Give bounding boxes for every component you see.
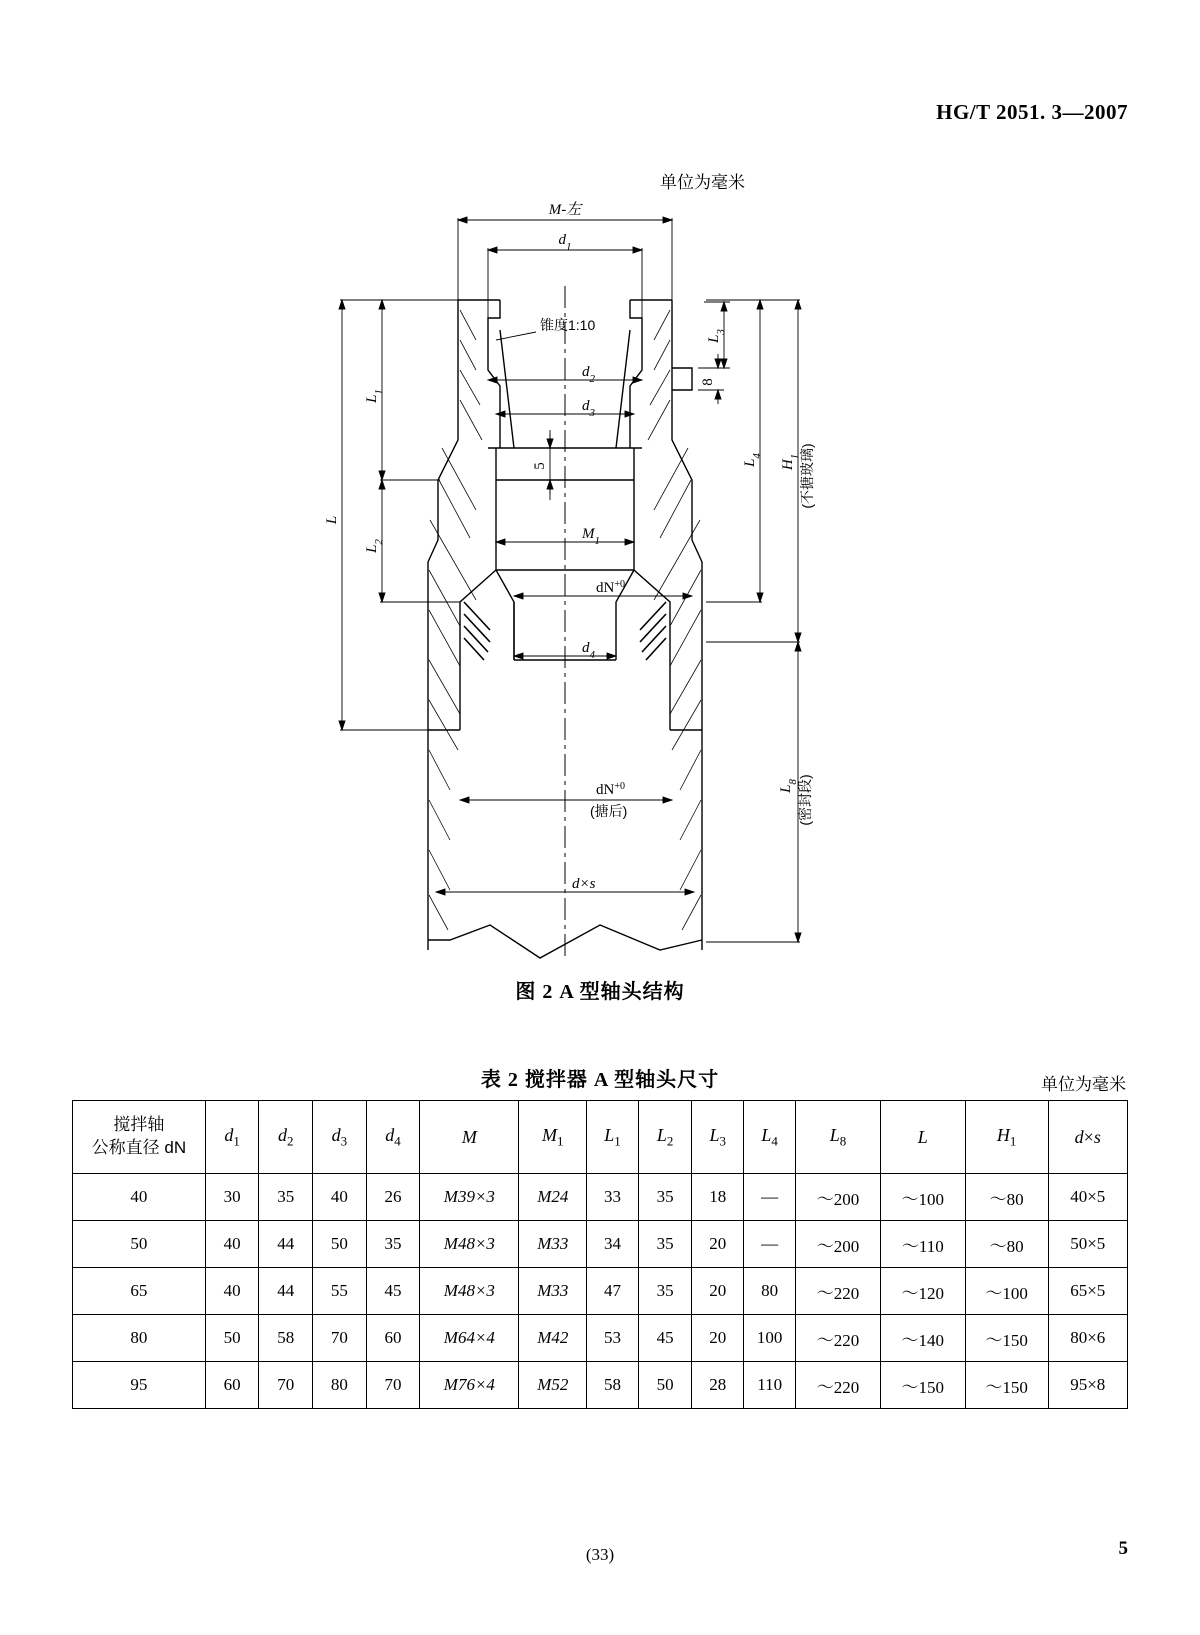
cell: 60	[366, 1315, 420, 1362]
label-l8: $L_8$	[778, 779, 799, 793]
col-header-l3: $L_3$	[692, 1101, 744, 1174]
cell: ～140	[880, 1315, 965, 1362]
cell: ～220	[796, 1268, 881, 1315]
table-body	[73, 1174, 1128, 1409]
cell: 35	[259, 1174, 313, 1221]
label-h1: $H_1$	[780, 453, 801, 471]
label-dn-bottom: $dN^{+0}$	[596, 780, 625, 798]
col-header-l4: $L_4$	[744, 1101, 796, 1174]
cell: ～220	[796, 1362, 881, 1409]
cell: 45	[366, 1268, 420, 1315]
cell: M33	[519, 1221, 587, 1268]
cell: 44	[259, 1268, 313, 1315]
cell: 20	[692, 1315, 744, 1362]
cell: ～150	[965, 1315, 1048, 1362]
cell: 35	[638, 1174, 692, 1221]
figure-unit-note: 单位为毫米	[660, 173, 745, 192]
col-header-l: L	[880, 1101, 965, 1174]
label-l2: $L_2$	[364, 539, 385, 553]
cell: 80	[313, 1362, 367, 1409]
label-l4: $L_4$	[742, 453, 763, 467]
standard-code: HG/T 2051. 3—2007	[936, 100, 1128, 124]
cell: 35	[638, 1268, 692, 1315]
cell: 95×8	[1048, 1362, 1127, 1409]
col-header-h1: $H_1$	[965, 1101, 1048, 1174]
label-l3: $L_3$	[706, 329, 727, 343]
cell: 95	[73, 1362, 206, 1409]
cell: ～100	[880, 1174, 965, 1221]
cell: 60	[205, 1362, 259, 1409]
cell: M48×3	[420, 1268, 519, 1315]
cell: 18	[692, 1174, 744, 1221]
cell: 55	[313, 1268, 367, 1315]
cell: M64×4	[420, 1315, 519, 1362]
shaft-head-figure	[300, 190, 920, 980]
col-header-d1: $d_1$	[205, 1101, 259, 1174]
cell: 80	[73, 1315, 206, 1362]
table-header-row	[73, 1101, 1128, 1174]
cell: 28	[692, 1362, 744, 1409]
label-d1: $d_1$	[558, 232, 572, 253]
table-row	[73, 1362, 1128, 1409]
col-header-m: M	[420, 1101, 519, 1174]
cell: 47	[587, 1268, 639, 1315]
cell: ～80	[965, 1221, 1048, 1268]
col-header-m1: $M_1$	[519, 1101, 587, 1174]
cell: 53	[587, 1315, 639, 1362]
cell: 50×5	[1048, 1221, 1127, 1268]
label-dn-bottom-sub: (搪后)	[590, 803, 628, 819]
figure-caption: 图 2 A 型轴头结构	[515, 981, 685, 1003]
cell: 40	[205, 1221, 259, 1268]
cell: ～150	[965, 1362, 1048, 1409]
cell: 58	[259, 1315, 313, 1362]
cell: 33	[587, 1174, 639, 1221]
cell: 110	[744, 1362, 796, 1409]
cell: 40	[73, 1174, 206, 1221]
label-dim8: 8	[700, 378, 716, 386]
cell: 70	[366, 1362, 420, 1409]
cell: ～80	[965, 1174, 1048, 1221]
cell: 20	[692, 1268, 744, 1315]
cell: ～200	[796, 1174, 881, 1221]
cell: 80	[744, 1268, 796, 1315]
col-header-dn: 搅拌轴 公称直径 dN	[73, 1101, 206, 1174]
cell: 35	[366, 1221, 420, 1268]
cell: ～100	[965, 1268, 1048, 1315]
col-header-l8: $L_8$	[796, 1101, 881, 1174]
label-d2: $d_2$	[582, 364, 595, 385]
cell: M39×3	[420, 1174, 519, 1221]
cell: 70	[259, 1362, 313, 1409]
label-m-left: M-左	[548, 202, 582, 218]
cell: ～150	[880, 1362, 965, 1409]
footer-center: (33)	[585, 1545, 615, 1564]
col-header-dxs: d×s	[1048, 1101, 1127, 1174]
cell: 26	[366, 1174, 420, 1221]
cell: 50	[638, 1362, 692, 1409]
table-row	[73, 1268, 1128, 1315]
cell: 50	[313, 1221, 367, 1268]
label-dn-top: $dN^{+0}$	[596, 578, 625, 596]
cell: ～220	[796, 1315, 881, 1362]
cell: 45	[638, 1315, 692, 1362]
cell: M33	[519, 1268, 587, 1315]
label-l: L	[324, 515, 340, 525]
label-h1-sub: (不搪玻璃)	[799, 443, 815, 509]
cell: —	[744, 1221, 796, 1268]
cell: M48×3	[420, 1221, 519, 1268]
label-d4: $d_4$	[582, 640, 595, 661]
cell: 50	[73, 1221, 206, 1268]
cell: 20	[692, 1221, 744, 1268]
cell: 40	[313, 1174, 367, 1221]
cell: M42	[519, 1315, 587, 1362]
table-row	[73, 1315, 1128, 1362]
shaft-head-drawing	[300, 190, 920, 980]
cell: M52	[519, 1362, 587, 1409]
cell: M24	[519, 1174, 587, 1221]
cell: 65	[73, 1268, 206, 1315]
table-row	[73, 1221, 1128, 1268]
label-l1: $L_1$	[364, 389, 385, 403]
cell: —	[744, 1174, 796, 1221]
cell: 80×6	[1048, 1315, 1127, 1362]
dimensions-table	[72, 1100, 1128, 1409]
table-unit-note: 单位为毫米	[1041, 1075, 1126, 1094]
col-header-l2: $L_2$	[638, 1101, 692, 1174]
cell: M76×4	[420, 1362, 519, 1409]
cell: 44	[259, 1221, 313, 1268]
cell: 58	[587, 1362, 639, 1409]
table-row	[73, 1174, 1128, 1221]
cell: 40	[205, 1268, 259, 1315]
cell: 35	[638, 1221, 692, 1268]
cell: 65×5	[1048, 1268, 1127, 1315]
label-taper: 锥度1:10	[540, 317, 596, 333]
cell: 30	[205, 1174, 259, 1221]
cell: ～120	[880, 1268, 965, 1315]
cell: 70	[313, 1315, 367, 1362]
cell: ～110	[880, 1221, 965, 1268]
page-number: 5	[1118, 1538, 1128, 1559]
cell: 50	[205, 1315, 259, 1362]
cell: 40×5	[1048, 1174, 1127, 1221]
label-l8-sub: (密封段)	[797, 774, 813, 826]
label-m1: $M_1$	[582, 526, 600, 547]
col-header-d4: $d_4$	[366, 1101, 420, 1174]
col-header-d2: $d_2$	[259, 1101, 313, 1174]
cell: 34	[587, 1221, 639, 1268]
label-dxs: d×s	[572, 876, 596, 892]
label-dim5: 5	[532, 462, 548, 470]
col-header-l1: $L_1$	[587, 1101, 639, 1174]
col-header-d3: $d_3$	[313, 1101, 367, 1174]
cell: 100	[744, 1315, 796, 1362]
table-caption: 表 2 搅拌器 A 型轴头尺寸	[480, 1069, 720, 1091]
cell: ～200	[796, 1221, 881, 1268]
label-d3: $d_3$	[582, 398, 595, 419]
